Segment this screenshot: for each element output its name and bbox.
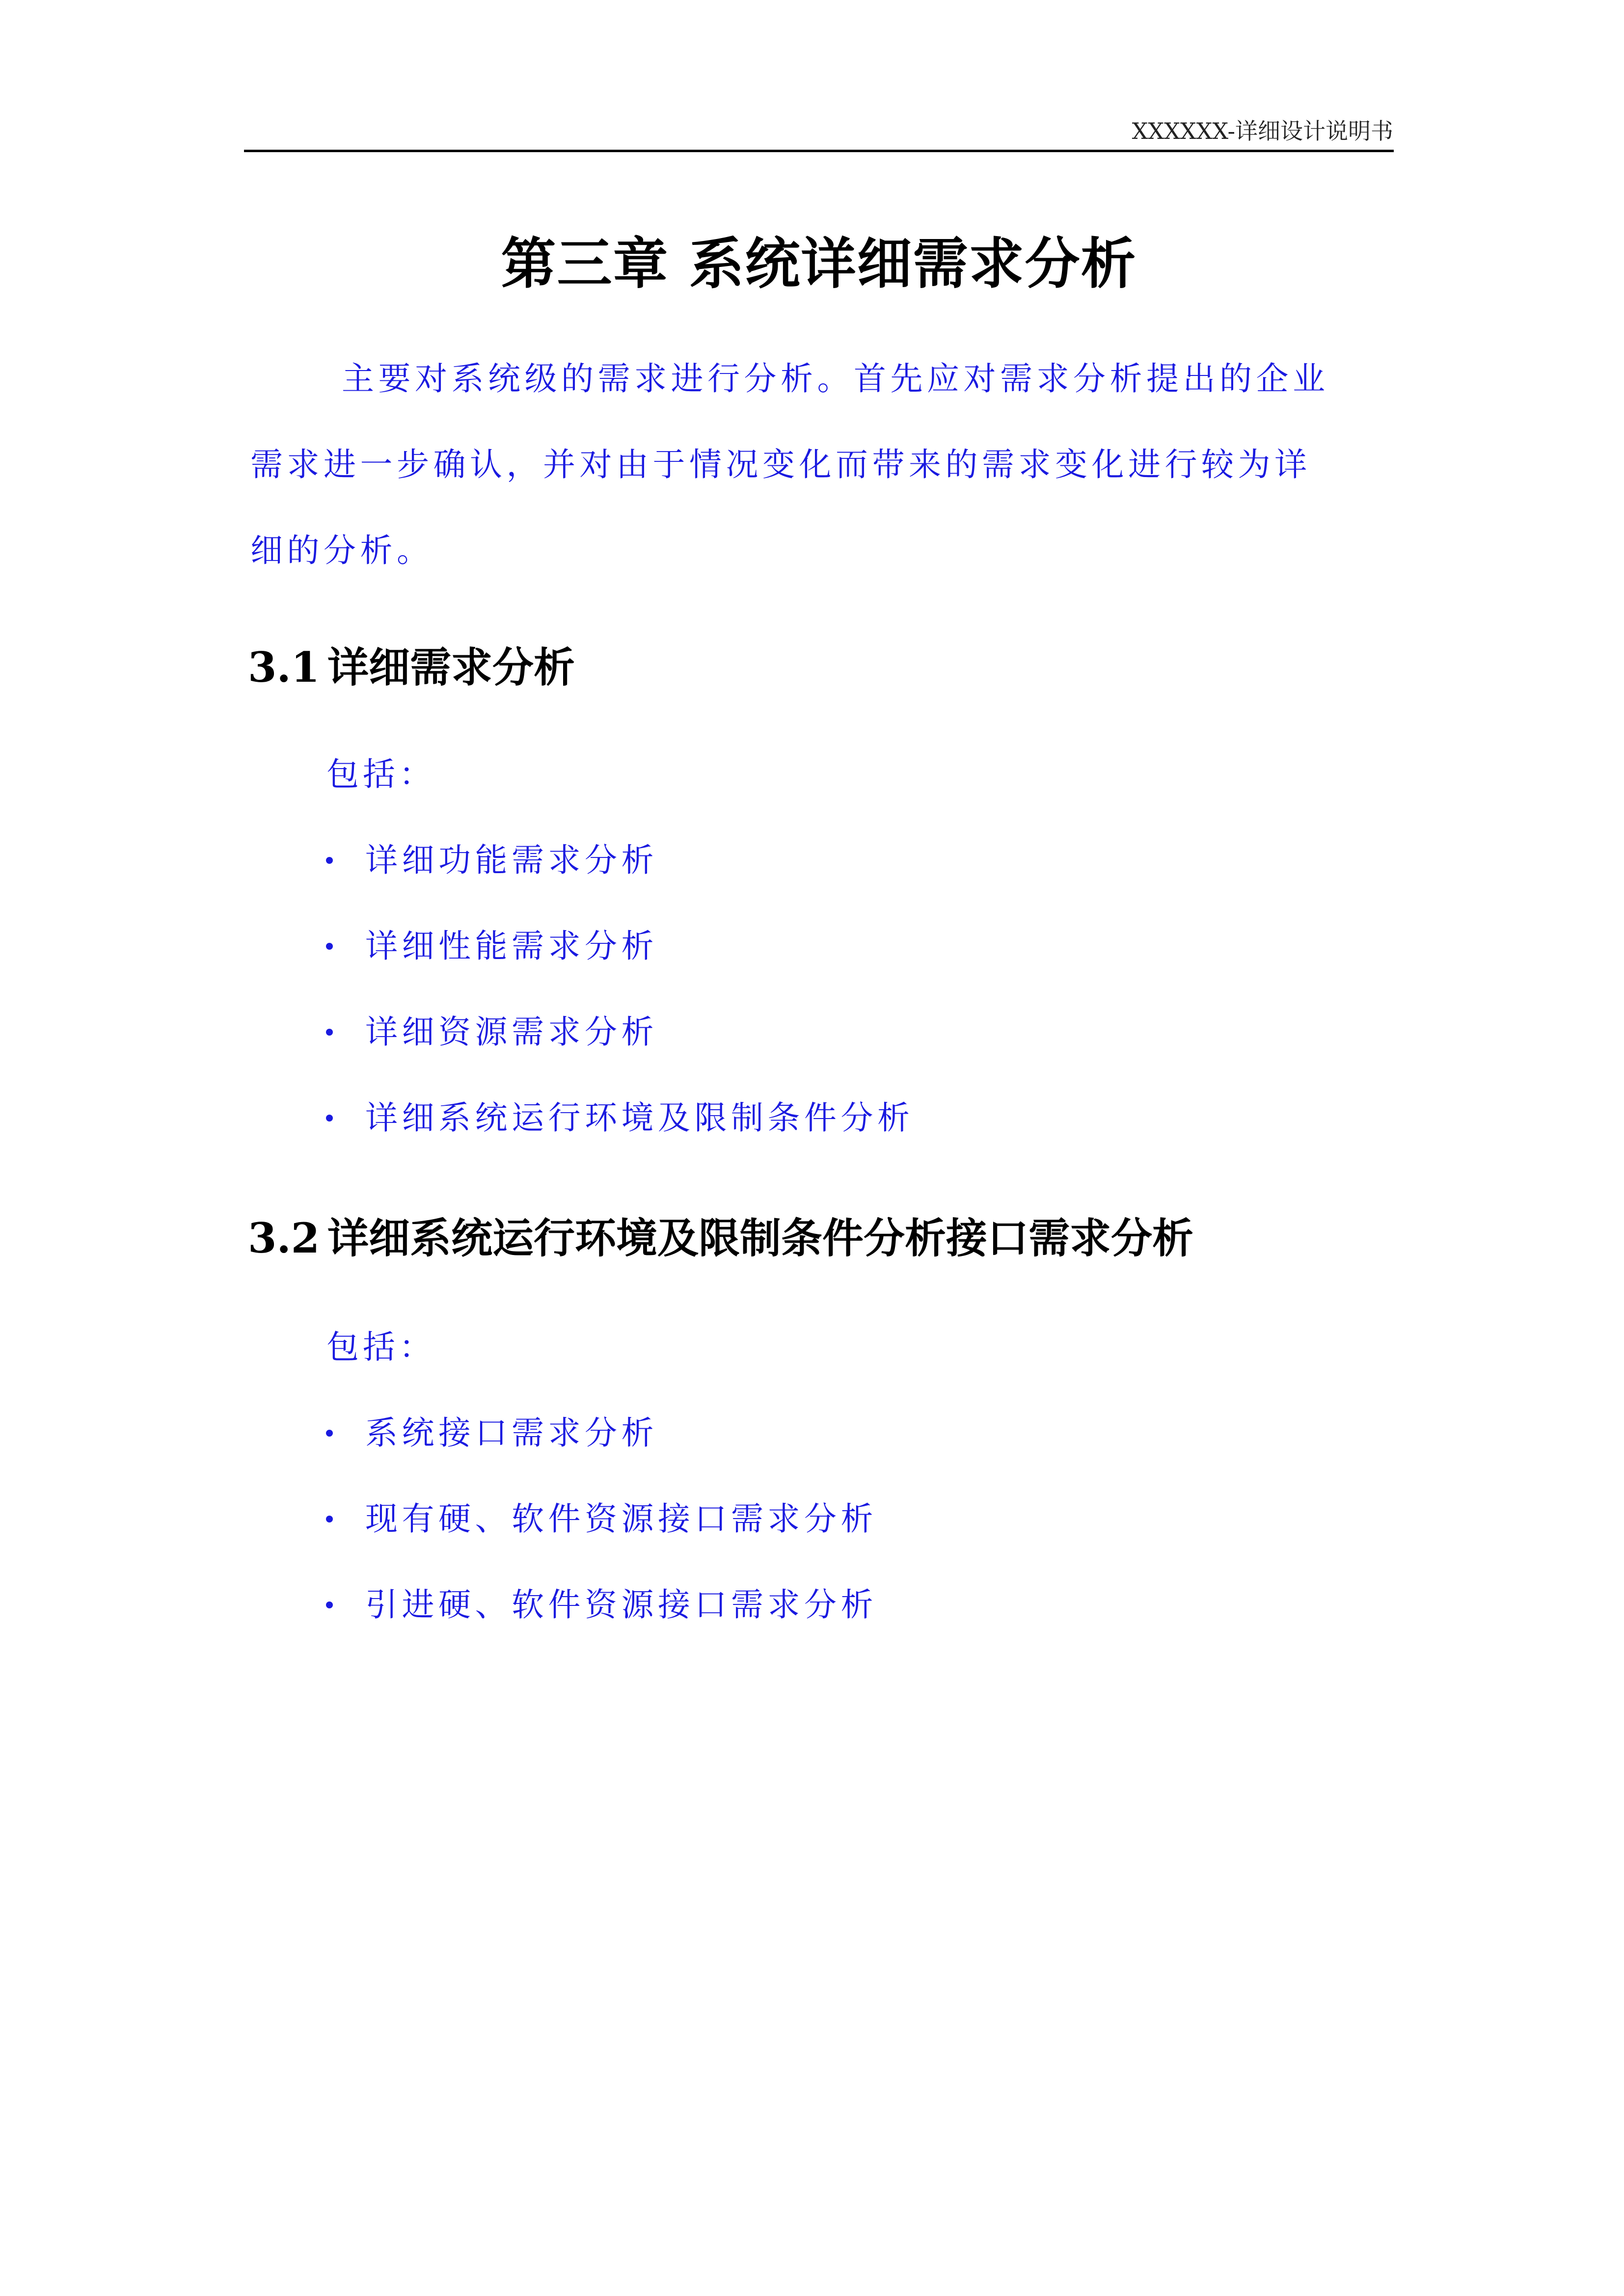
list-item-text: 引进硬、软件资源接口需求分析 [365, 1586, 877, 1624]
intro-line: 细的分析。 [250, 532, 433, 569]
section-title: 详细需求分析 [327, 643, 575, 692]
bullet-icon [326, 1602, 333, 1608]
bullet-icon [326, 1029, 333, 1036]
list-item-text: 详细性能需求分析 [365, 927, 658, 965]
bullet-icon [326, 943, 333, 950]
list-item-text: 详细系统运行环境及限制条件分析 [365, 1099, 914, 1137]
section-number: 3.2 [248, 1214, 320, 1262]
intro-line: 主要对系统级的需求进行分析。首先应对需求分析提出的企业 [342, 360, 1329, 398]
bullet-icon [326, 1430, 333, 1437]
intro-paragraph [250, 352, 1380, 610]
section-heading-3-1 [248, 641, 575, 694]
bullet-icon [326, 1115, 333, 1121]
section-number: 3.1 [248, 643, 320, 692]
bullet-icon [326, 857, 333, 864]
section-heading-3-2 [248, 1211, 1193, 1265]
running-header: XXXXXX-详细设计说明书 [1132, 118, 1393, 144]
list-item-text: 现有硬、软件资源接口需求分析 [365, 1500, 877, 1538]
header-rule [244, 150, 1394, 152]
list-item-text: 详细功能需求分析 [365, 841, 658, 879]
section-lead: 包括： [326, 1328, 435, 1366]
list-item-text: 系统接口需求分析 [365, 1414, 658, 1452]
section-lead: 包括： [326, 755, 435, 793]
intro-line: 需求进一步确认，并对由于情况变化而带来的需求变化进行较为详 [250, 446, 1311, 483]
section-title: 详细系统运行环境及限制条件分析接口需求分析 [327, 1214, 1194, 1262]
bullet-icon [326, 1516, 333, 1522]
list-item-text: 详细资源需求分析 [365, 1013, 658, 1051]
chapter-title: 第三章 系统详细需求分析 [501, 232, 1137, 296]
